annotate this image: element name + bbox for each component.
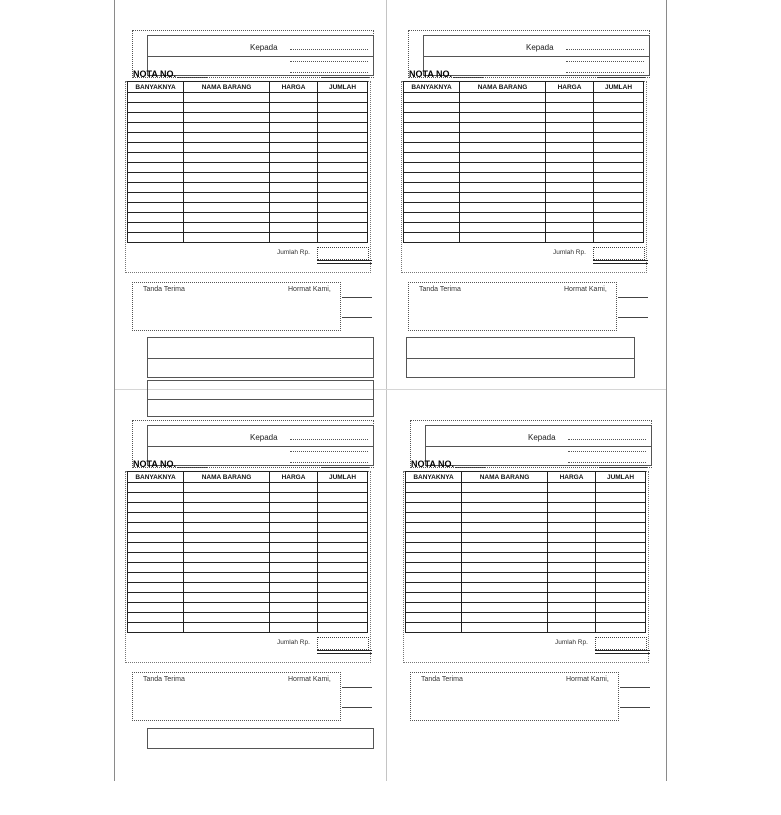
table-row [406, 583, 646, 593]
kepada-label: Kepada [250, 433, 278, 442]
kepada-label: Kepada [526, 43, 554, 52]
table-row [128, 523, 368, 533]
side-line [342, 297, 372, 298]
recipient-line [290, 72, 368, 73]
extra-box [147, 337, 374, 359]
total-underline [317, 650, 372, 654]
table-row [406, 533, 646, 543]
side-line [342, 317, 372, 318]
column-header-nama-barang: NAMA BARANG [184, 82, 270, 93]
column-header-banyaknya: BANYAKNYA [404, 82, 460, 93]
table-header-row [406, 472, 646, 483]
hormat-kami-label: Hormat Kami, [288, 676, 331, 683]
items-table [405, 471, 646, 633]
table-row [128, 493, 368, 503]
recipient-line [566, 49, 644, 50]
table-row [404, 213, 644, 223]
table-row [128, 143, 368, 153]
table-row [128, 613, 368, 623]
nota-form-top-right [408, 30, 658, 425]
table-row [404, 203, 644, 213]
nota-no-line [455, 467, 485, 468]
table-row [128, 603, 368, 613]
table-row [406, 523, 646, 533]
table-row [128, 583, 368, 593]
table-header-row [128, 472, 368, 483]
table-row [406, 593, 646, 603]
items-table [403, 81, 644, 243]
table-row [128, 553, 368, 563]
date-line [597, 77, 645, 78]
table-row [406, 513, 646, 523]
table-row [128, 163, 368, 173]
column-header-nama-barang: NAMA BARANG [184, 472, 270, 483]
column-header-harga: HARGA [546, 82, 594, 93]
total-box [595, 637, 647, 650]
signature-box [132, 282, 341, 331]
table-row [404, 133, 644, 143]
total-underline [595, 650, 650, 654]
side-line [342, 707, 372, 708]
table-row [128, 183, 368, 193]
recipient-line [290, 49, 368, 50]
date-line [321, 77, 369, 78]
tanda-terima-label: Tanda Terima [419, 286, 461, 293]
column-header-jumlah: JUMLAH [318, 472, 368, 483]
table-row [128, 513, 368, 523]
table-row [128, 193, 368, 203]
table-row [406, 553, 646, 563]
extra-box [147, 728, 374, 749]
column-header-harga: HARGA [270, 472, 318, 483]
hormat-kami-label: Hormat Kami, [566, 676, 609, 683]
column-header-banyaknya: BANYAKNYA [128, 472, 184, 483]
table-row [404, 143, 644, 153]
nota-no-label: NOTA NO. [409, 69, 452, 79]
table-row [128, 153, 368, 163]
total-underline [317, 260, 372, 264]
total-box [593, 247, 645, 260]
date-line [321, 467, 369, 468]
table-row [128, 133, 368, 143]
table-header-row [128, 82, 368, 93]
table-row [128, 503, 368, 513]
table-row [128, 113, 368, 123]
table-row [128, 233, 368, 243]
side-line [620, 687, 650, 688]
column-header-jumlah: JUMLAH [594, 82, 644, 93]
recipient-line [566, 61, 644, 62]
jumlah-rp-label: Jumlah Rp. [277, 249, 310, 256]
extra-box [406, 337, 635, 359]
table-row [404, 123, 644, 133]
total-box [317, 637, 369, 650]
hormat-kami-label: Hormat Kami, [288, 286, 331, 293]
column-header-banyaknya: BANYAKNYA [128, 82, 184, 93]
table-row [128, 213, 368, 223]
nota-form-bottom-right [410, 420, 660, 815]
table-row [404, 183, 644, 193]
recipient-line [290, 61, 368, 62]
column-header-harga: HARGA [270, 82, 318, 93]
table-row [128, 103, 368, 113]
table-row [404, 153, 644, 163]
table-row [404, 233, 644, 243]
recipient-line [568, 462, 646, 463]
table-row [404, 193, 644, 203]
table-row [406, 613, 646, 623]
total-box [317, 247, 369, 260]
side-line [618, 317, 648, 318]
table-row [406, 623, 646, 633]
column-header-nama-barang: NAMA BARANG [462, 472, 548, 483]
jumlah-rp-label: Jumlah Rp. [553, 249, 586, 256]
table-row [404, 223, 644, 233]
kepada-label: Kepada [250, 43, 278, 52]
table-row [128, 173, 368, 183]
recipient-line [290, 462, 368, 463]
extra-box [406, 357, 635, 378]
extra-box [147, 380, 374, 400]
table-header-row [404, 82, 644, 93]
nota-form-bottom-left [132, 420, 382, 815]
nota-form-top-left [132, 30, 382, 425]
tanda-terima-label: Tanda Terima [143, 286, 185, 293]
nota-no-label: NOTA NO. [411, 459, 454, 469]
side-line [618, 297, 648, 298]
table-row [406, 483, 646, 493]
nota-no-label: NOTA NO. [133, 69, 176, 79]
table-row [406, 503, 646, 513]
table-row [128, 543, 368, 553]
table-row [406, 563, 646, 573]
date-line [599, 467, 647, 468]
table-row [128, 93, 368, 103]
recipient-line [568, 451, 646, 452]
signature-box [408, 282, 617, 331]
column-header-nama-barang: NAMA BARANG [460, 82, 546, 93]
items-table [127, 81, 368, 243]
total-underline [593, 260, 648, 264]
extra-box [147, 398, 374, 417]
nota-no-label: NOTA NO. [133, 459, 176, 469]
table-row [404, 173, 644, 183]
signature-box [132, 672, 341, 721]
side-line [342, 687, 372, 688]
recipient-line [568, 439, 646, 440]
jumlah-rp-label: Jumlah Rp. [555, 639, 588, 646]
table-row [128, 123, 368, 133]
table-row [406, 573, 646, 583]
table-row [128, 203, 368, 213]
nota-no-line [453, 77, 483, 78]
items-table [127, 471, 368, 633]
kepada-label: Kepada [528, 433, 556, 442]
table-row [404, 93, 644, 103]
recipient-line [290, 439, 368, 440]
table-row [406, 603, 646, 613]
table-row [128, 533, 368, 543]
column-header-harga: HARGA [548, 472, 596, 483]
jumlah-rp-label: Jumlah Rp. [277, 639, 310, 646]
column-header-jumlah: JUMLAH [596, 472, 646, 483]
column-header-banyaknya: BANYAKNYA [406, 472, 462, 483]
nota-no-line [177, 467, 207, 468]
table-row [128, 593, 368, 603]
table-row [404, 103, 644, 113]
table-row [404, 163, 644, 173]
table-row [128, 483, 368, 493]
nota-no-line [177, 77, 207, 78]
vertical-page-divider [386, 0, 387, 781]
table-row [406, 543, 646, 553]
table-row [406, 493, 646, 503]
table-row [128, 623, 368, 633]
table-row [128, 223, 368, 233]
signature-box [410, 672, 619, 721]
table-row [404, 113, 644, 123]
tanda-terima-label: Tanda Terima [143, 676, 185, 683]
column-header-jumlah: JUMLAH [318, 82, 368, 93]
tanda-terima-label: Tanda Terima [421, 676, 463, 683]
side-line [620, 707, 650, 708]
recipient-line [290, 451, 368, 452]
table-row [128, 563, 368, 573]
extra-box [147, 357, 374, 378]
hormat-kami-label: Hormat Kami, [564, 286, 607, 293]
recipient-line [566, 72, 644, 73]
table-row [128, 573, 368, 583]
